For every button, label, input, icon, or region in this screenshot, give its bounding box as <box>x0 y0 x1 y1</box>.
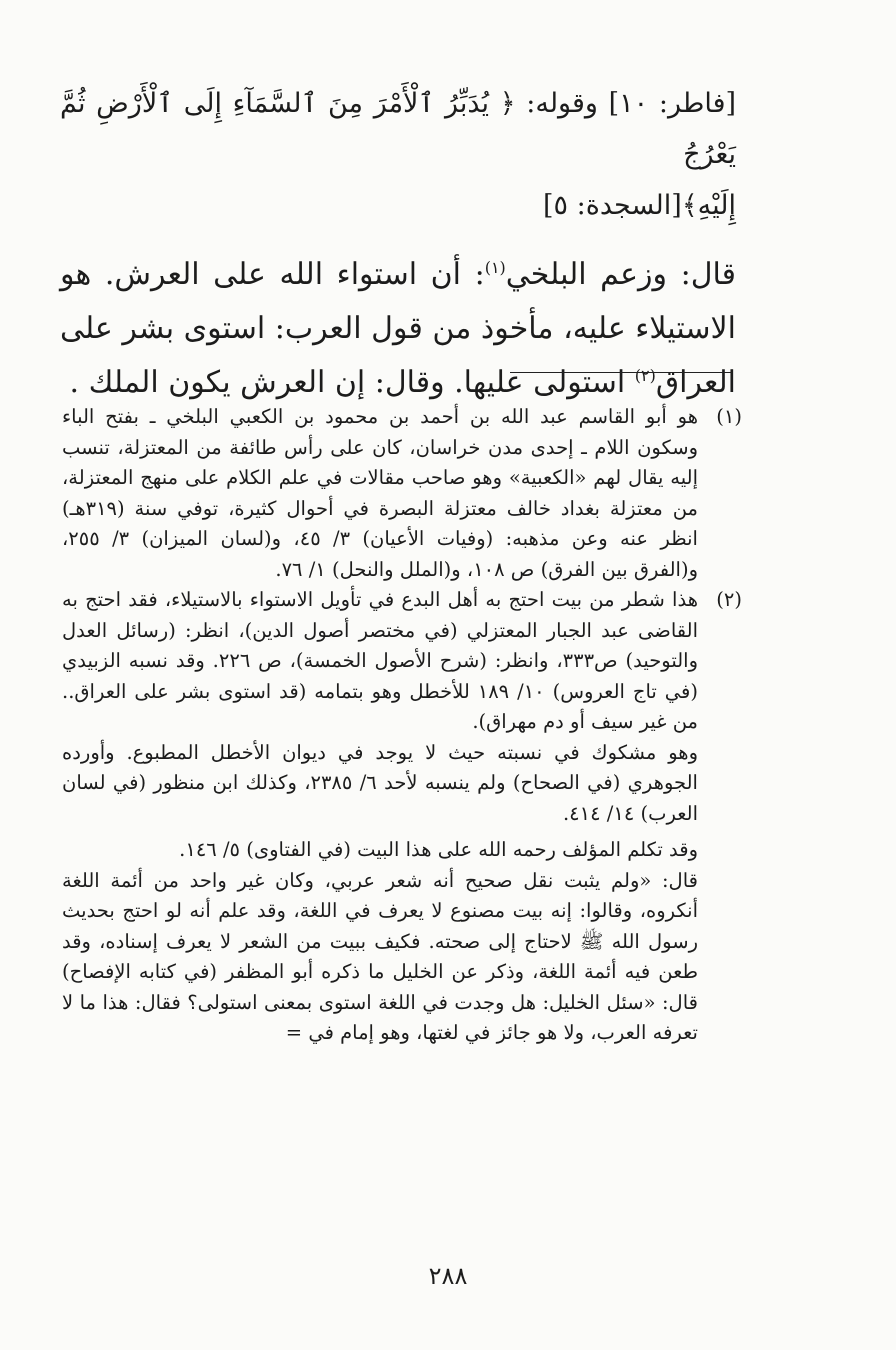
footnote-2 <box>62 585 742 1049</box>
footnote-ref-2[interactable]: (٢) <box>634 366 656 385</box>
footnote-2-paragraph: وقد تكلم المؤلف رحمه الله على هذا البيت (في الفتاوى) ٥/ ١٤٦. <box>179 838 698 861</box>
footnote-1 <box>62 402 742 585</box>
footnote-ref-1[interactable]: (١) <box>484 258 506 277</box>
main-text-part-2: : أن استواء الله على العرش. هو الاستيلاء عليه، مأخوذ من قول العرب: استوى بشر على العراق <box>60 257 736 400</box>
main-text-part-3: استولى عليها. وقال: إن العرش يكون الملك . <box>69 365 635 400</box>
footnote-2-paragraph: هذا شطر من بيت احتج به أهل البدع في تأويل الاستواء بالاستيلاء، فقد احتج به القاضى عبد الجبار المعتزلي (في مختصر أصول الدين)، انظر: (رسائل العدل والتوحيد) ص٣٣٣، وانظر: (شرح الأصول الخمسة)، ص ٢٢٦. وقد نسبه الزبيدي (في تاج العروس) ١٠/ ١٨٩ للأخطل وهو بتمامه (قد استوى بشر على العراق.. من غير سيف أو دم مهراق). <box>62 588 699 733</box>
footnote-separator <box>510 372 732 373</box>
footnotes <box>62 402 742 1049</box>
footnote-number: (١) <box>716 405 742 428</box>
quran-verse <box>60 78 736 231</box>
verse-line-1: [فاطر: ١٠] وقوله: ﴿ يُدَبِّرُ ٱلْأَمْرَ مِنَ ٱلسَّمَآءِ إِلَى ٱلْأَرْضِ ثُمَّ يَعْرُجُ <box>60 88 737 170</box>
footnote-body <box>62 402 698 585</box>
footnote-2-paragraph: قال: «ولم يثبت نقل صحيح أنه شعر عربي، وكان غير واحد من أئمة اللغة أنكروه، وقالوا: إنه بيت مصنوع لا يعرف في اللغة، وقد علم أنه لو احتج بحديث رسول الله ﷺ لاحتاج إلى صحته. فكيف ببيت من الشعر لا يعرف إسناده، وقد طعن فيه أئمة اللغة، وذكر عن الخليل ما ذكره أبو المظفر (في كتابه الإفصاح) قال: «سئل الخليل: هل وجدت في اللغة استوى بمعنى استولى؟ فقال: هذا ما لا تعرفه العرب، ولا هو جائز في لغتها، وهو إمام في = <box>62 868 698 1044</box>
verse-line-2: إِلَيْهِ﴾[السجدة: ٥] <box>542 190 736 221</box>
footnote-number: (٢) <box>716 588 742 611</box>
page-number: ٢٨٨ <box>428 1262 468 1290</box>
main-text-part-1: قال: وزعم البلخي <box>505 257 736 292</box>
footnote-body <box>62 585 698 1049</box>
footnote-2-paragraph: وهو مشكوك في نسبته حيث لا يوجد في ديوان الأخطل المطبوع. وأورده الجوهري (في الصحاح) ولم ينسبه لأحد ٦/ ٢٣٨٥، وكذلك ابن منظور (في لسان العرب) ١٤/ ٤١٤. <box>62 740 698 825</box>
main-text <box>60 78 736 410</box>
main-paragraph <box>60 248 736 410</box>
footnote-1-text: هو أبو القاسم عبد الله بن أحمد بن محمود بن الكعبي البلخي ـ بفتح الباء وسكون اللام ـ إحدى مدن خراسان، كان على رأس طائفة من المعتزلة، تنسب إليه يقال لهم «الكعبية» وهو صاحب مقالات في علم الكلام على منهج المعتزلة، من معتزلة بغداد خالف معتزلة البصرة في أحوال كثيرة، توفي سنة (٣١٩هـ) انظر عنه وعن مذهبه: (وفيات الأعيان) ٣/ ٤٥، و(لسان الميزان) ٣/ ٢٥٥، و(الفرق بين الفرق) ص ١٠٨، و(الملل والنحل) ١/ ٧٦. <box>62 405 698 581</box>
